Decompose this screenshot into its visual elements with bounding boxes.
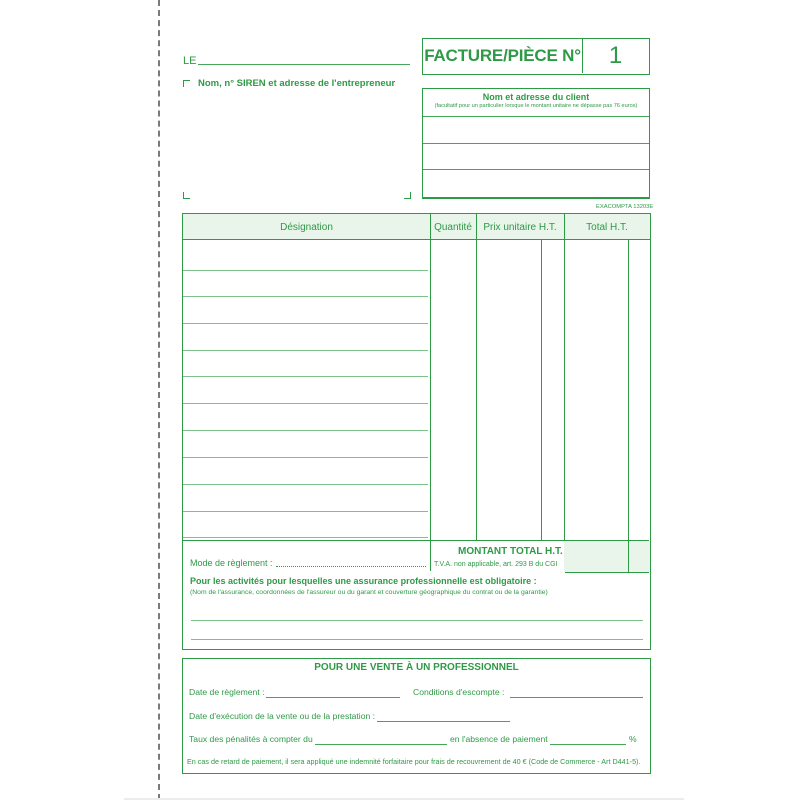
penalty-middle-label: en l'absence de paiement bbox=[450, 734, 548, 744]
insurance-line bbox=[191, 620, 643, 621]
insurance-line bbox=[191, 639, 643, 640]
corner-mark bbox=[183, 192, 190, 199]
corner-mark bbox=[183, 80, 190, 87]
total-bottom-line bbox=[565, 572, 649, 573]
column-header-quantity: Quantité bbox=[434, 222, 472, 233]
column-line bbox=[476, 214, 477, 540]
column-line bbox=[628, 541, 629, 572]
total-amount-cell[interactable] bbox=[564, 541, 650, 572]
invoice-title: FACTURE/PIÈCE N° bbox=[423, 39, 583, 73]
column-line bbox=[628, 240, 629, 572]
entrepreneur-label: Nom, n° SIREN et adresse de l'entrepreneur bbox=[198, 78, 396, 89]
client-line bbox=[423, 116, 649, 117]
row-line bbox=[183, 270, 428, 271]
row-line bbox=[183, 511, 428, 512]
total-label: MONTANT TOTAL H.T. bbox=[458, 546, 563, 557]
row-line bbox=[183, 537, 428, 538]
discount-label: Conditions d'escompte : bbox=[413, 687, 505, 697]
payment-date-field[interactable] bbox=[266, 697, 400, 698]
column-header-unit-price: Prix unitaire H.T. bbox=[483, 222, 557, 233]
perforation-line bbox=[158, 0, 160, 800]
percent-sign: % bbox=[629, 734, 637, 744]
insurance-note: (Nom de l'assurance, coordonnées de l'assureur ou du garant et couverture géographique du contrat ou de la garantie) bbox=[190, 589, 548, 596]
professional-sale-title: POUR UNE VENTE À UN PROFESSIONNEL bbox=[314, 662, 519, 673]
row-line bbox=[183, 403, 428, 404]
client-title: Nom et adresse du client bbox=[482, 92, 590, 102]
row-line bbox=[183, 296, 428, 297]
invoice-number[interactable]: 1 bbox=[608, 42, 623, 69]
execution-date-label: Date d'exécution de la vente ou de la prestation : bbox=[189, 711, 376, 721]
row-line bbox=[183, 457, 428, 458]
column-line bbox=[541, 240, 542, 540]
payment-date-label: Date de règlement : bbox=[189, 687, 265, 697]
execution-date-field[interactable] bbox=[377, 721, 510, 722]
row-line bbox=[183, 430, 428, 431]
invoice-title-box bbox=[422, 38, 650, 75]
reference-code: EXACOMPTA 13203E bbox=[596, 204, 654, 210]
date-label: LE bbox=[183, 55, 197, 67]
payment-mode-field[interactable] bbox=[276, 566, 426, 567]
row-line bbox=[183, 323, 428, 324]
late-payment-notice: En cas de retard de paiement, il sera appliqué une indemnité forfaitaire pour frais de recouvrement de 40 € (Code de Commerce - Art D441-5). bbox=[187, 757, 641, 766]
column-header-total: Total H.T. bbox=[586, 222, 628, 233]
corner-mark bbox=[404, 192, 411, 199]
row-line bbox=[183, 376, 428, 377]
payment-mode-label: Mode de règlement : bbox=[190, 558, 273, 568]
penalty-label: Taux des pénalités à compter du bbox=[189, 734, 313, 744]
column-header-designation: Désignation bbox=[280, 222, 333, 233]
row-line bbox=[183, 350, 428, 351]
date-field[interactable] bbox=[198, 64, 410, 65]
client-box[interactable] bbox=[422, 88, 650, 199]
penalty-rate-field[interactable] bbox=[550, 744, 626, 745]
discount-field[interactable] bbox=[510, 697, 643, 698]
vat-note: T.V.A. non applicable, art. 293 B du CGI bbox=[434, 561, 558, 568]
client-line bbox=[423, 169, 649, 170]
column-line bbox=[430, 214, 431, 571]
client-subtitle: (facultatif pour un particulier lorsque le montant unitaire ne dépasse pas 76 euros) bbox=[434, 103, 638, 109]
client-line bbox=[423, 143, 649, 144]
penalty-date-field[interactable] bbox=[315, 744, 447, 745]
insurance-title: Pour les activités pour lesquelles une assurance professionnelle est obligatoire : bbox=[190, 576, 537, 586]
column-line bbox=[564, 214, 565, 572]
row-line bbox=[183, 484, 428, 485]
